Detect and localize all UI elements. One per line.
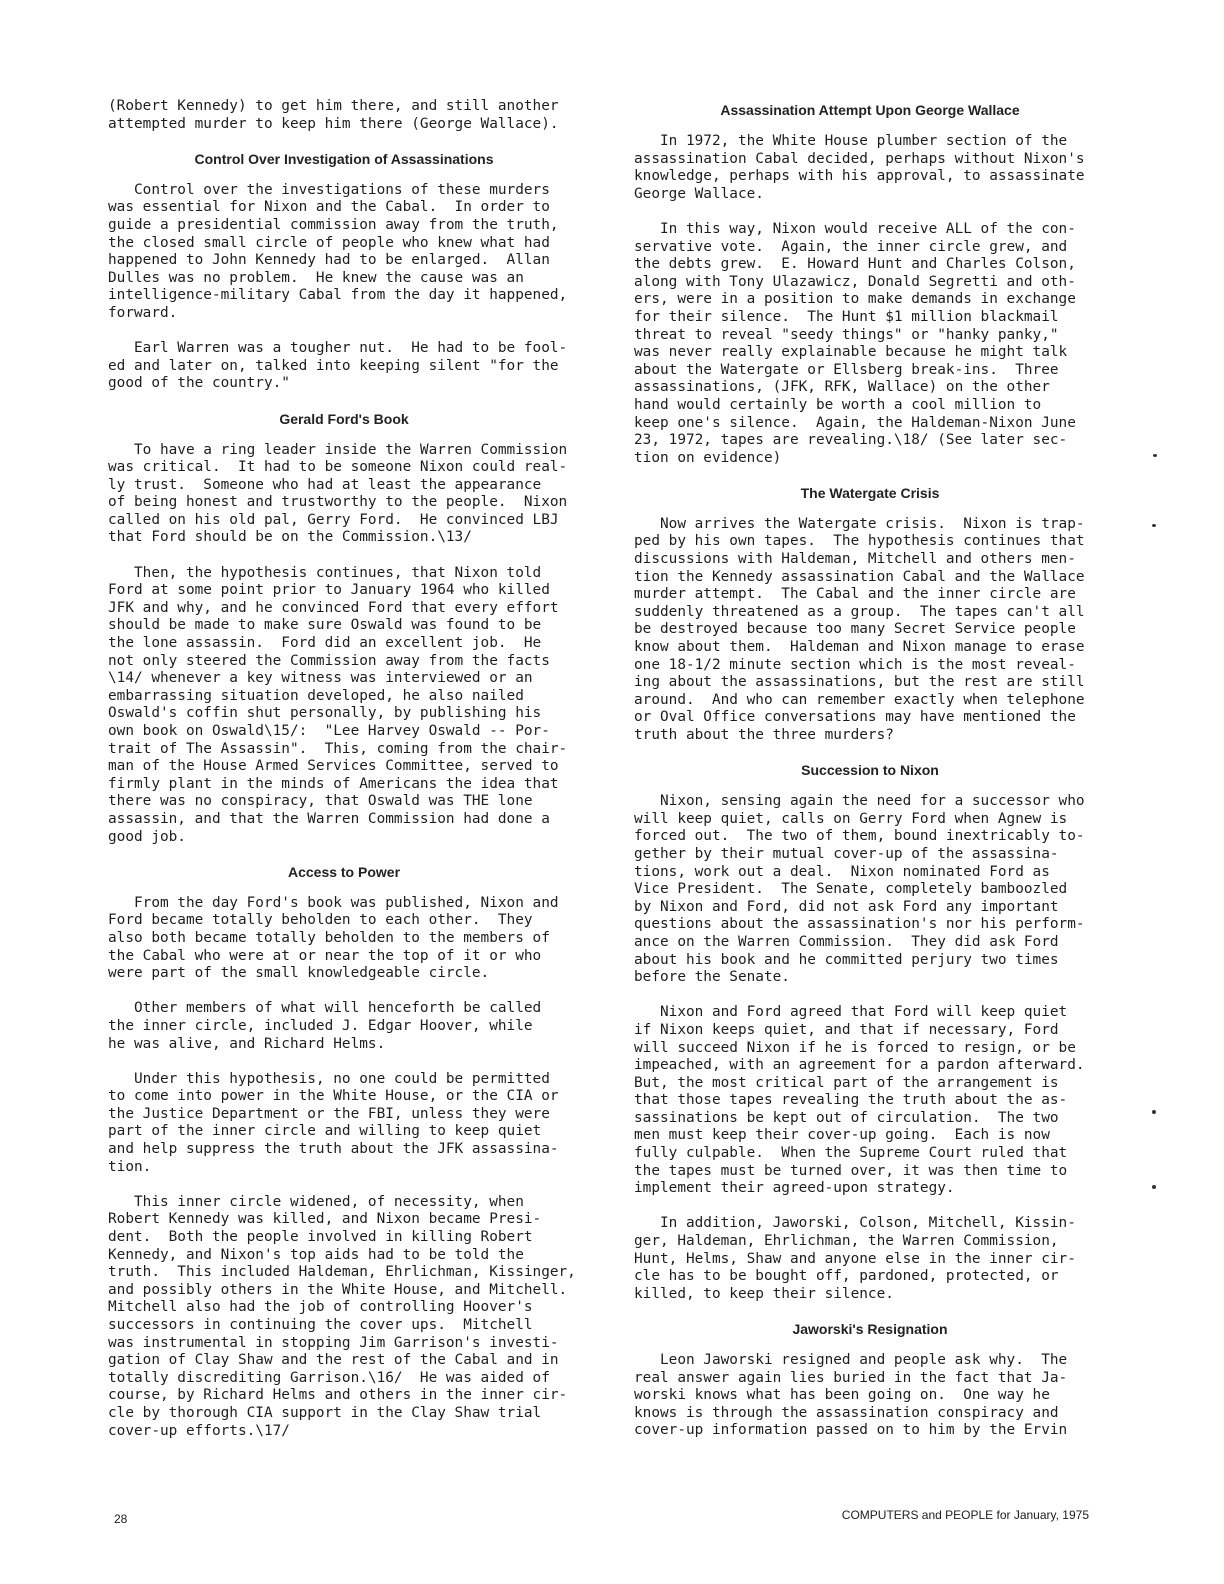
text-line: course, by Richard Helms and others in the inner cir- bbox=[108, 1387, 568, 1404]
text-line: was never really explainable because he might talk bbox=[634, 344, 1068, 361]
text-line: not only steered the Commission away from the facts bbox=[108, 652, 550, 669]
text-line: the inner circle, included J. Edgar Hoover, while bbox=[108, 1017, 533, 1034]
text-line: (Robert Kennedy) to get him there, and still another bbox=[108, 98, 559, 114]
scan-speck bbox=[1152, 524, 1156, 527]
text-line: were part of the small knowledgeable circle. bbox=[108, 965, 490, 982]
text-line: own book on Oswald\15/: "Lee Harvey Oswald -- Por- bbox=[108, 723, 550, 739]
text-line: embarrassing situation developed, he also nailed bbox=[108, 687, 524, 704]
text-line: forward. bbox=[108, 304, 178, 321]
text-line: cover-up information passed on to him by the Ervin bbox=[634, 1422, 1068, 1439]
text-line: the Justice Department or the FBI, unless they were bbox=[108, 1105, 550, 1122]
text-line: there was no conspiracy, that Oswald was THE lone bbox=[108, 793, 533, 810]
text-line: questions about the assassination's nor his perform- bbox=[634, 916, 1085, 933]
text-line: was instrumental in stopping Jim Garrison's investi- bbox=[108, 1334, 559, 1351]
scan-speck bbox=[1152, 1185, 1156, 1189]
text-line: knowledge, perhaps with his approval, to assassinate bbox=[634, 168, 1085, 185]
right-column bbox=[634, 98, 1106, 1458]
text-line: implement their agreed-upon strategy. bbox=[634, 1180, 955, 1197]
text-line: the lone assassin. Ford did an excellent job. He bbox=[108, 635, 542, 652]
text-line: Oswald's coffin shut personally, by publishing his bbox=[108, 705, 542, 722]
page-number: 28 bbox=[114, 1512, 128, 1526]
text-line: worski knows what has been going on. One way he bbox=[634, 1387, 1050, 1404]
text-line: truth about the three murders? bbox=[634, 727, 894, 743]
text-line: Leon Jaworski resigned and people ask why. The bbox=[634, 1352, 1068, 1368]
text-line: gether by their mutual cover-up of the assassina- bbox=[634, 845, 1059, 862]
text-line: for their silence. The Hunt $1 million blackmail bbox=[634, 308, 1059, 325]
left-paragraph bbox=[108, 1071, 580, 1177]
text-line: Then, the hypothesis continues, that Nixon told bbox=[108, 564, 542, 581]
text-line: trait of The Assassin". This, coming from the chair- bbox=[108, 740, 568, 757]
left-heading: Gerald Ford's Book bbox=[279, 410, 409, 427]
text-line: ers, were in a position to make demands in exchange bbox=[634, 291, 1076, 308]
text-line: 23, 1972, tapes are revealing.\18/ (See later sec- bbox=[634, 432, 1068, 449]
left-paragraph bbox=[108, 442, 580, 548]
left-heading: Access to Power bbox=[287, 863, 401, 880]
text-line: Now arrives the Watergate crisis. Nixon is trap- bbox=[634, 515, 1085, 532]
text-line: guide a presidential commission away from the truth, bbox=[108, 216, 559, 233]
text-line: hand would certainly be worth a cool million to bbox=[634, 396, 1042, 413]
text-line: ing about the assassinations, but the rest are still bbox=[634, 674, 1085, 691]
text-line: before the Senate. bbox=[634, 969, 790, 986]
text-line: suddenly threatened as a group. The tapes can't all bbox=[634, 603, 1085, 620]
text-line: cover-up efforts.\17/ bbox=[108, 1422, 290, 1439]
scan-speck bbox=[1152, 1110, 1156, 1114]
text-line: part of the inner circle and willing to keep quiet bbox=[108, 1123, 542, 1140]
text-line: ped by his own tapes. The hypothesis continues that bbox=[634, 533, 1085, 550]
text-line: that Ford should be on the Commission.\13/ bbox=[108, 529, 472, 546]
text-line: the debts grew. E. Howard Hunt and Charles Colson, bbox=[634, 256, 1076, 273]
text-line: Nixon, sensing again the need for a successor who bbox=[634, 793, 1085, 810]
text-line: Ford became totally beholden to each other. They bbox=[108, 912, 533, 929]
text-line: Dulles was no problem. He knew the cause was an bbox=[108, 269, 524, 286]
text-line: ger, Haldeman, Ehrlichman, the Warren Commission, bbox=[634, 1233, 1059, 1250]
text-line: will succeed Nixon if he is forced to resign, or be bbox=[634, 1039, 1076, 1056]
left-paragraph bbox=[108, 1000, 580, 1053]
text-line: firmly plant in the minds of Americans the idea that bbox=[108, 775, 559, 792]
text-line: to come into power in the White House, or the CIA or bbox=[108, 1088, 559, 1105]
text-line: be destroyed because too many Secret Service people bbox=[634, 621, 1076, 638]
text-line: Nixon and Ford agreed that Ford will keep quiet bbox=[634, 1004, 1068, 1021]
text-line: know about them. Haldeman and Nixon manage to erase bbox=[634, 639, 1085, 656]
text-line: knows is through the assassination conspiracy and bbox=[634, 1404, 1059, 1421]
left-paragraph bbox=[108, 895, 580, 983]
text-line: real answer again lies buried in the fact that Ja- bbox=[634, 1369, 1068, 1386]
text-line: good of the country." bbox=[108, 375, 290, 392]
text-line: ance on the Warren Commission. They did ask Ford bbox=[634, 933, 1059, 950]
text-line: around. And who can remember exactly when telephone bbox=[634, 691, 1085, 708]
text-line: threat to reveal "seedy things" or "hanky panky," bbox=[634, 326, 1059, 343]
text-line: happened to John Kennedy had to be enlarged. Allan bbox=[108, 252, 550, 269]
text-line: cle has to be bought off, pardoned, protected, or bbox=[634, 1268, 1059, 1285]
text-line: men must keep their cover-up going. Each is now bbox=[634, 1127, 1050, 1144]
scan-speck bbox=[1153, 454, 1157, 457]
text-line: successors in continuing the cover ups. Mitchell bbox=[108, 1317, 533, 1333]
text-line: ed and later on, talked into keeping silent "for the bbox=[108, 357, 559, 374]
text-line: servative vote. Again, the inner circle grew, and bbox=[634, 238, 1068, 255]
text-line: JFK and why, and he convinced Ford that every effort bbox=[108, 599, 559, 616]
text-line: Under this hypothesis, no one could be permitted bbox=[108, 1070, 550, 1087]
text-line: the Cabal who were at or near the top of it or who bbox=[108, 947, 542, 964]
left-heading: Control Over Investigation of Assassinations bbox=[194, 150, 494, 167]
text-line: forced out. The two of them, bound inextricably to- bbox=[634, 828, 1085, 845]
text-line: But, the most critical part of the arrangement is bbox=[634, 1074, 1059, 1091]
text-line: attempted murder to keep him there (George Wallace). bbox=[108, 115, 559, 132]
text-line: ly trust. Someone who had at least the appearance bbox=[108, 476, 542, 493]
text-line: gation of Clay Shaw and the rest of the Cabal and in bbox=[108, 1352, 559, 1369]
text-line: if Nixon keeps quiet, and that if necessary, Ford bbox=[634, 1021, 1059, 1038]
text-line: good job. bbox=[108, 828, 186, 845]
text-line: \14/ whenever a key witness was interviewed or an bbox=[108, 670, 533, 687]
text-line: about the Watergate or Ellsberg break-ins. Three bbox=[634, 361, 1059, 378]
left-paragraph bbox=[108, 182, 580, 323]
text-line: the closed small circle of people who knew what had bbox=[108, 234, 550, 251]
text-line: and possibly others in the White House, and Mitchell. bbox=[108, 1281, 568, 1298]
text-line: killed, to keep their silence. bbox=[634, 1285, 894, 1302]
text-line: Robert Kennedy was killed, and Nixon became Presi- bbox=[108, 1211, 542, 1228]
right-heading: The Watergate Crisis bbox=[800, 484, 940, 501]
right-paragraph bbox=[634, 793, 1106, 987]
text-line: Other members of what will henceforth be called bbox=[108, 1000, 542, 1017]
text-line: Hunt, Helms, Shaw and anyone else in the inner cir- bbox=[634, 1250, 1076, 1267]
text-line: man of the House Armed Services Committee, served to bbox=[108, 758, 559, 775]
text-line: one 18-1/2 minute section which is the most reveal- bbox=[634, 656, 1076, 673]
text-line: by Nixon and Ford, did not ask Ford any important bbox=[634, 898, 1059, 915]
text-line: was critical. It had to be someone Nixon could real- bbox=[108, 459, 568, 476]
text-line: about his book and he committed perjury two times bbox=[634, 951, 1059, 968]
text-line: assassination Cabal decided, perhaps without Nixon's bbox=[634, 150, 1085, 167]
text-line: should be made to make sure Oswald was found to be bbox=[108, 617, 542, 634]
left-paragraph bbox=[108, 340, 580, 393]
text-line: murder attempt. The Cabal and the inner circle are bbox=[634, 586, 1076, 603]
left-paragraph bbox=[108, 98, 580, 133]
text-line: tion. bbox=[108, 1158, 152, 1175]
right-paragraph bbox=[634, 221, 1106, 467]
text-line: Vice President. The Senate, completely bamboozled bbox=[634, 881, 1068, 898]
text-line: keep one's silence. Again, the Haldeman-Nixon June bbox=[634, 414, 1076, 431]
text-line: Mitchell also had the job of controlling Hoover's bbox=[108, 1299, 533, 1316]
text-line: Kennedy, and Nixon's top aids had to be told the bbox=[108, 1246, 524, 1263]
text-line: will keep quiet, calls on Gerry Ford when Agnew is bbox=[634, 810, 1068, 827]
text-line: assassin, and that the Warren Commission had done a bbox=[108, 810, 550, 827]
text-line: he was alive, and Richard Helms. bbox=[108, 1035, 386, 1052]
text-line: George Wallace. bbox=[634, 185, 764, 202]
text-line: along with Tony Ulazawicz, Donald Segretti and oth- bbox=[634, 273, 1076, 290]
text-line: assassinations, (JFK, RFK, Wallace) on the other bbox=[634, 379, 1050, 396]
text-line: tions, work out a deal. Nixon nominated Ford as bbox=[634, 863, 1050, 880]
text-line: fully culpable. When the Supreme Court ruled that bbox=[634, 1145, 1068, 1162]
text-line: In addition, Jaworski, Colson, Mitchell, Kissin- bbox=[634, 1215, 1076, 1232]
right-heading: Assassination Attempt Upon George Wallace bbox=[720, 102, 1020, 118]
text-line: totally discrediting Garrison.\16/ He was aided of bbox=[108, 1369, 550, 1386]
text-line: and help suppress the truth about the JFK assassina- bbox=[108, 1141, 559, 1158]
text-line: sassinations be kept out of circulation. The two bbox=[634, 1109, 1059, 1126]
text-line: or Oval Office conversations may have mentioned the bbox=[634, 709, 1076, 726]
text-line: that those tapes revealing the truth about the as- bbox=[634, 1092, 1068, 1109]
text-line: tion the Kennedy assassination Cabal and the Wallace bbox=[634, 568, 1085, 585]
text-line: called on his old pal, Gerry Ford. He convinced LBJ bbox=[108, 511, 559, 528]
left-column bbox=[108, 98, 580, 1458]
text-line: In 1972, the White House plumber section of the bbox=[634, 133, 1068, 149]
text-line: Ford at some point prior to January 1964 who killed bbox=[108, 582, 550, 599]
text-line: of being honest and trustworthy to the people. Nixon bbox=[108, 494, 568, 511]
right-paragraph bbox=[634, 133, 1106, 203]
text-line: intelligence-military Cabal from the day it happened, bbox=[108, 287, 568, 304]
right-paragraph bbox=[634, 1352, 1106, 1440]
text-line: dent. Both the people involved in killing Robert bbox=[108, 1229, 533, 1246]
right-paragraph bbox=[634, 1004, 1106, 1198]
text-line: cle by thorough CIA support in the Clay Shaw trial bbox=[108, 1404, 542, 1421]
text-line: To have a ring leader inside the Warren Commission bbox=[108, 441, 568, 458]
left-paragraph bbox=[108, 1194, 580, 1440]
text-line: discussions with Haldeman, Mitchell and others men- bbox=[634, 551, 1076, 568]
text-line: also both became totally beholden to the members of bbox=[108, 929, 550, 946]
text-line: tion on evidence) bbox=[634, 449, 782, 466]
journal-footer: COMPUTERS and PEOPLE for January, 1975 bbox=[841, 1508, 1089, 1522]
text-line: the tapes must be turned over, it was then time to bbox=[634, 1162, 1068, 1179]
text-line: This inner circle widened, of necessity, when bbox=[108, 1193, 524, 1210]
text-line: truth. This included Haldeman, Ehrlichman, Kissinger, bbox=[108, 1264, 576, 1281]
right-heading: Jaworski's Resignation bbox=[792, 1321, 948, 1337]
right-heading: Succession to Nixon bbox=[801, 762, 939, 779]
text-line: Control over the investigations of these murders bbox=[108, 181, 550, 198]
right-paragraph bbox=[634, 1215, 1106, 1303]
text-line: was essential for Nixon and the Cabal. In order to bbox=[108, 199, 550, 216]
text-line: impeached, with an agreement for a pardon afterward. bbox=[634, 1057, 1085, 1074]
left-paragraph bbox=[108, 565, 580, 847]
text-line: Earl Warren was a tougher nut. He had to be fool- bbox=[108, 340, 568, 357]
right-paragraph bbox=[634, 516, 1106, 745]
text-line: In this way, Nixon would receive ALL of the con- bbox=[634, 220, 1076, 237]
text-line: From the day Ford's book was published, Nixon and bbox=[108, 894, 559, 911]
